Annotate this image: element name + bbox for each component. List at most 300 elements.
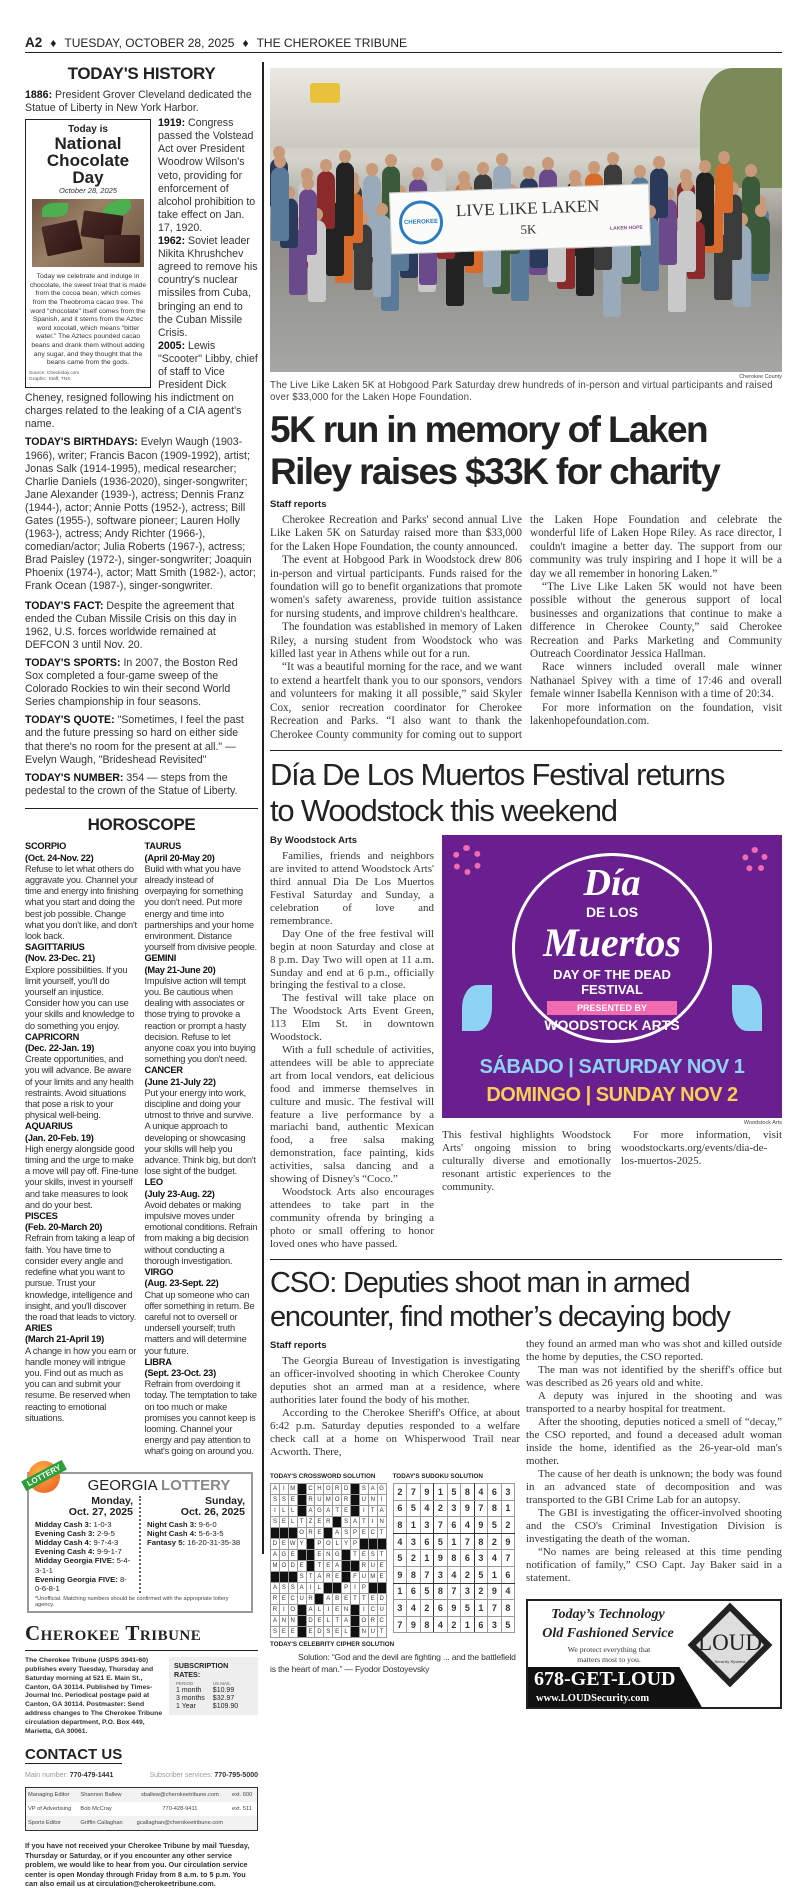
sign-dates: (Oct. 24-Nov. 22) (25, 852, 94, 863)
sign-reading: Refrain from overdoing it today. The temptation to take on too much or make promises you cannot keep is looming. Channel your energy and pay attention to what's going on around you. (144, 1379, 257, 1457)
sign-name: LEO (144, 1177, 163, 1188)
sudoku-row (393, 1583, 515, 1600)
runner (678, 190, 696, 272)
crossword-cell: L (279, 1506, 288, 1517)
sudoku-row (393, 1500, 515, 1517)
paragraph: A deputy was injured in the shooting and was transported to a nearby hospital for treatment. (526, 1390, 782, 1415)
crossword-cell: I (359, 1605, 368, 1616)
horoscope-sagittarius (25, 942, 139, 1032)
crossword-cell: A (306, 1506, 315, 1517)
crossword-cell: T (333, 1616, 342, 1627)
black-square (279, 1528, 288, 1539)
crossword-cell: D (342, 1484, 351, 1495)
black-square (297, 1616, 306, 1627)
sudoku-cell: 4 (461, 1517, 475, 1534)
crossword-cell: N (368, 1495, 377, 1506)
crossword-cell: E (288, 1627, 297, 1638)
crossword-cell: I (279, 1605, 288, 1616)
crossword-row (271, 1506, 387, 1517)
sudoku-cell: 1 (474, 1600, 488, 1617)
black-square (297, 1495, 306, 1506)
horoscope-taurus (145, 841, 259, 953)
crossword-cell: R (306, 1495, 315, 1506)
crossword-cell: E (315, 1616, 324, 1627)
crossword-cell: C (306, 1484, 315, 1495)
sudoku-cell: 8 (461, 1484, 475, 1501)
sign-dates: (June 21-July 22) (144, 1076, 216, 1087)
runner (299, 189, 317, 255)
black-square (324, 1583, 333, 1594)
crossword-cell: S (297, 1572, 306, 1583)
sudoku-cell: 1 (420, 1550, 434, 1567)
sudoku-cell: 7 (434, 1517, 448, 1534)
horoscope-virgo (145, 1267, 259, 1357)
paragraph: Race winners included overall male winner Nathanael Spivey with a time of 17:46 and overall female winner Isabella Kennison with a time of 20:34. (530, 661, 782, 701)
black-square (306, 1539, 315, 1550)
crossword-cell: A (271, 1484, 280, 1495)
paragraph: After the shooting, deputies noticed a smell of “decay,” the CSO reported, and found a deceased adult woman inside the home, identified as the 26-year-old man's mother. (526, 1416, 782, 1467)
black-square (297, 1627, 306, 1638)
crossword-row (271, 1484, 387, 1495)
black-square (351, 1495, 360, 1506)
crossword-cell: Y (297, 1539, 306, 1550)
sudoku-cell: 5 (420, 1583, 434, 1600)
sudoku-cell: 6 (474, 1616, 488, 1633)
sudoku-cell: 8 (488, 1500, 502, 1517)
runner (373, 215, 391, 297)
sudoku-cell: 9 (474, 1517, 488, 1534)
sign-name: LIBRA (144, 1356, 172, 1367)
horoscope-gemini (145, 953, 259, 1065)
sudoku-cell: 1 (393, 1583, 407, 1600)
runner (715, 163, 733, 213)
horoscope-aquarius (25, 1121, 139, 1211)
paragraph: Day One of the free festival will begin at noon Saturday and close at 8 p.m. Day Two will open at 11 a.m. Sunday and end at 6 p.m., officially bringing the festival to a close. (270, 927, 434, 992)
crossword-cell: E (288, 1495, 297, 1506)
black-square (351, 1605, 360, 1616)
paragraph: The cause of her death is unknown; the body was found in an advanced state of decomposition and was transported to the GBI Crime Lab for an autopsy. (526, 1468, 782, 1506)
crossword-cell: A (333, 1528, 342, 1539)
main-phone[interactable]: 770-479-1441 (69, 1772, 114, 1780)
crossword-cell: E (315, 1550, 324, 1561)
sign-reading: Explore possibilities. If you limit yourself, you'll do yourself an injustice. Consider how you can use your skills and knowledge to do something you enjoy. (25, 964, 135, 1031)
crossword-cell: D (271, 1539, 280, 1550)
crossword-row (271, 1550, 387, 1561)
rate-row (174, 1687, 244, 1695)
paragraph: The GBI is investigating the officer-involved shooting and the CSO's Criminal Investigation Division is investigating the death of the woman. (526, 1507, 782, 1545)
crossword-cell: U (377, 1605, 386, 1616)
crossword-cell: A (342, 1616, 351, 1627)
staff-row (26, 1802, 258, 1816)
contact-numbers: Main number: 770-479-1441 Subscriber services: 770-795-5000 (25, 1772, 258, 1780)
crossword-cell: A (324, 1506, 333, 1517)
crossword-cell: U (368, 1561, 377, 1572)
black-square (333, 1517, 342, 1528)
crossword-cell: U (315, 1495, 324, 1506)
paragraph: “No names are being released at this time pending notification of family,” CSO Capt. Jay Baker said in a statement. (526, 1546, 782, 1584)
sign-name: CAPRICORN (25, 1031, 80, 1042)
crossword-cell: M (368, 1572, 377, 1583)
crossword-cell: E (279, 1627, 288, 1638)
crossword-cell: T (377, 1627, 386, 1638)
crossword-cell: L (288, 1517, 297, 1528)
crossword-cell: M (271, 1561, 280, 1572)
crossword-cell: S (271, 1627, 280, 1638)
crossword-cell: P (351, 1528, 360, 1539)
todays-quote: TODAY'S QUOTE: "Sometimes, I feel the past and the future pressing so hard on either side that there's no room for the present at all." — Evelyn Waugh, "Brideshead Revisited" (25, 714, 244, 766)
crossword-cell: R (368, 1616, 377, 1627)
crossword-row (271, 1605, 387, 1616)
cipher-solution: Solution: “God and the devil are fighting ... and the battlefield is the heart of man.” — Fyodor Dostoyevsky (270, 1652, 516, 1674)
lottery-result (35, 1547, 133, 1556)
black-square (342, 1572, 351, 1583)
crossword-cell: C (288, 1594, 297, 1605)
page-number: A2 (25, 35, 43, 50)
sudoku-cell: 3 (488, 1616, 502, 1633)
paper-name: THE CHEROKEE TRIBUNE (256, 35, 408, 50)
crossword-cell: F (351, 1572, 360, 1583)
crossword-cell: A (351, 1517, 360, 1528)
winning-numbers: 5-4-3-1-1 (35, 1556, 131, 1575)
paragraph: Woodstock Arts also encourages attendees to take part in the community ofrenda by bringing a photo or small offering to honor loved ones who have passed. (270, 1185, 434, 1250)
crossword-cell: C (368, 1528, 377, 1539)
sudoku-cell: 7 (420, 1566, 434, 1583)
rate-row (174, 1695, 244, 1703)
crossword-cell: A (271, 1550, 280, 1561)
sign-reading: Chat up someone who can offer something in return. Be careful not to oversell or undersell yourself; truth matters and will determine your future. (144, 1289, 255, 1356)
game-name: Midday Cash 3: (35, 1519, 92, 1529)
dia-headline: Día De Los Muertos Festival returns to Woodstock this weekend (270, 757, 725, 829)
crossword-cell: P (342, 1583, 351, 1594)
sudoku-cell: 5 (461, 1600, 475, 1617)
laken-headline: 5K run in memory of Laken Riley raises $33K for charity (270, 409, 720, 492)
crossword-cell: O (324, 1539, 333, 1550)
crossword-cell: C (377, 1616, 386, 1627)
horoscope-scorpio (25, 841, 139, 942)
sign-dates: (March 21-April 19) (25, 1334, 104, 1345)
sudoku-cell: 6 (461, 1550, 475, 1567)
rate-row (174, 1703, 244, 1711)
divider (25, 808, 258, 810)
cipher-title: TODAY'S CELEBRITY CIPHER SOLUTION (270, 1641, 395, 1648)
winning-numbers: 2-9-5 (94, 1528, 115, 1538)
crossword-cell: R (359, 1561, 368, 1572)
poster-credit: Woodstock Arts (743, 1120, 782, 1127)
sudoku-row (393, 1600, 515, 1617)
staff-cell: Managing Editor (28, 1792, 70, 1799)
staff-cell[interactable]: sballew@cherokeetribune.com (140, 1792, 219, 1799)
sudoku-cell: 8 (474, 1533, 488, 1550)
sudoku-cell: 3 (420, 1517, 434, 1534)
staff-cell: ext. 511 (232, 1806, 252, 1813)
crossword-cell: T (359, 1517, 368, 1528)
lottery-result (35, 1529, 133, 1538)
staff-contacts-table (25, 1787, 258, 1831)
crossword-cell: T (359, 1594, 368, 1605)
crossword-cell: T (368, 1506, 377, 1517)
game-name: Night Cash 3: (147, 1519, 197, 1529)
sudoku-cell: 7 (447, 1583, 461, 1600)
sudoku-cell: 2 (461, 1566, 475, 1583)
crossword-cell: N (359, 1627, 368, 1638)
subscriber-phone[interactable]: 770-795-5000 (214, 1772, 258, 1780)
crossword-cell: W (288, 1539, 297, 1550)
black-square (271, 1528, 280, 1539)
sudoku-cell: 8 (447, 1550, 461, 1567)
crossword-cell: T (333, 1506, 342, 1517)
sudoku-cell: 3 (407, 1533, 421, 1550)
lottery-box (25, 1462, 253, 1614)
sudoku-row (393, 1517, 515, 1534)
sudoku-cell: 8 (407, 1566, 421, 1583)
crossword-row (271, 1495, 387, 1506)
crossword-cell: S (288, 1583, 297, 1594)
sudoku-row (393, 1550, 515, 1567)
sudoku-cell: 6 (420, 1533, 434, 1550)
subscription-rates: SUBSCRIPTION RATES: PERIOD US MAIL 1 month $10.99 3 months $32.97 1 Year $109.90 (169, 1657, 258, 1715)
staff-cell: VP of Advertising (28, 1806, 72, 1813)
sign-dates: (May 21-June 20) (144, 964, 216, 975)
sudoku-cell: 4 (488, 1550, 502, 1567)
black-square (368, 1539, 377, 1550)
crossword-cell: S (359, 1484, 368, 1495)
black-square (377, 1539, 386, 1550)
sudoku-cell: 5 (447, 1484, 461, 1501)
sudoku-cell: 8 (501, 1600, 515, 1617)
crossword-cell: G (333, 1550, 342, 1561)
sign-reading: Refuse to let what others do aggravate you. Channel your time and energy into finishing what you start and doing the best job possible. Change what you don't like, and don't look back. (25, 863, 139, 941)
horoscope-leo (145, 1177, 259, 1267)
paragraph: According to the Cherokee Sheriff's Office, at about 6:42 p.m. Saturday deputies responded to a welfare check call at a home on Whisperwood Trail near Acworth. There, (270, 1407, 520, 1458)
sign-name: PISCES (25, 1211, 58, 1222)
lottery-logo: LOTTERY (21, 1458, 65, 1498)
crossword-cell: O (359, 1616, 368, 1627)
circulation-notice: If you have not received your Cherokee Tribune by mail Tuesday, Thursday or Saturday, or if you encounter any other service problem, we would like to hear from you. Our circulation service center is open Monday through Friday from 8 a.m. to 5 p.m. You can also email us at circulation@cherokeetribune.com. (25, 1841, 250, 1889)
sudoku-cell: 3 (474, 1550, 488, 1567)
sign-name: TAURUS (144, 841, 182, 852)
sudoku-cell: 4 (447, 1566, 461, 1583)
game-name: Evening Cash 4: (35, 1547, 95, 1557)
dia-de-los-muertos-poster: Día DE LOS Muertos DAY OF THE DEAD FESTIVAL PRESENTED BY WOODSTOCK ARTS SÁBADO | SATURDAY NOV 1 DOMINGO | SUNDAY NOV 2 (442, 835, 782, 1118)
sudoku-cell: 6 (447, 1517, 461, 1534)
sudoku-cell: 9 (420, 1484, 434, 1501)
crossword-cell: R (271, 1594, 280, 1605)
sudoku-cell: 7 (461, 1533, 475, 1550)
game-name: Evening Georgia FIVE: (35, 1574, 118, 1584)
source-credit: Source: Checkiday.com (29, 370, 80, 376)
crossword-cell: E (377, 1561, 386, 1572)
sign-dates: (April 20-May 20) (144, 852, 215, 863)
crossword-cell: S (271, 1495, 280, 1506)
crossword-cell: T (306, 1572, 315, 1583)
todays-fact: TODAY'S FACT: Despite the agreement that ended the Cuban Missile Crisis on this day in 1962, U.S. forces worldwide remained at DEFCON 3 until Nov. 20. (25, 599, 237, 651)
sign-dates: (Aug. 23-Sept. 22) (144, 1278, 219, 1289)
todays-sports: TODAY'S SPORTS: In 2007, the Boston Red Sox completed a four-game sweep of the Colorado Rockies to win their second World Series championship in four seasons. (25, 656, 238, 709)
sudoku-cell: 5 (474, 1566, 488, 1583)
sudoku-cell: 2 (447, 1616, 461, 1633)
sign-dates: (Sept. 23-Oct. 23) (144, 1367, 216, 1378)
lottery-result (147, 1529, 245, 1538)
sign-name: GEMINI (144, 953, 177, 964)
ad-phone[interactable]: 678-GET-LOUD (534, 1668, 676, 1690)
staff-cell: Bob McCray (80, 1806, 112, 1813)
crossword-cell: I (359, 1506, 368, 1517)
rate-cell: 1 Year (176, 1703, 196, 1711)
sudoku-cell: 4 (434, 1616, 448, 1633)
crossword-cell: R (271, 1605, 280, 1616)
crossword-cell: A (271, 1583, 280, 1594)
crossword-cell: I (271, 1506, 280, 1517)
puzzle-solutions (270, 1473, 520, 1638)
sudoku-cell: 6 (407, 1583, 421, 1600)
lottery-title: GEORGIA LOTTERY (87, 1476, 231, 1494)
paragraph: “It was a beautiful morning for the race, and we want to extend a heartfelt thank you to our sponsors, vendors and volunteers for making it all possible,” said Skyler Cox, senior recreation coordinator for Cherokee Recreation and Parks. “I also want to thank the Cherokee County community for coming out to support the Laken Hope Foundation and celebrate the wonderful life of Laken Hope Riley. As race director, I couldn't imagine a better day. The support from our community was truly inspiring and I hope it will be a day we all remember in honoring Laken.” (270, 514, 782, 741)
race-banner: CHEROKEE LIVE LIKE LAKEN 5K LAKEN HOPE (389, 183, 651, 254)
sudoku-cell: 9 (501, 1533, 515, 1550)
crossword-title: TODAY'S CROSSWORD SOLUTION (270, 1473, 376, 1480)
crossword-row (271, 1539, 387, 1550)
crossword-cell: I (377, 1495, 386, 1506)
sudoku-row (393, 1484, 515, 1501)
laken-article-body (270, 514, 782, 742)
crossword-cell: L (324, 1616, 333, 1627)
black-square (297, 1550, 306, 1561)
black-square (279, 1572, 288, 1583)
ad-url[interactable]: www.LOUDSecurity.com (536, 1693, 650, 1704)
publication-info: The Cherokee Tribune (USPS 3941-60) publishes every Tuesday, Thursday and Saturday morning at 521 E. Main St., Canton, GA 30114. Published by Times-Journal Inc. Periodical postage paid at Canton, GA 30114. Postmaster: Send address changes to The Cherokee Tribune circulation department, P.O. Box 449, Marietta, GA 30061. (25, 1657, 163, 1735)
black-square (359, 1539, 368, 1550)
sudoku-cell: 5 (407, 1500, 421, 1517)
horoscope-aries (25, 1323, 139, 1424)
black-square (315, 1594, 324, 1605)
sudoku-cell: 4 (393, 1533, 407, 1550)
crossword-cell: R (342, 1495, 351, 1506)
sudoku-cell: 4 (420, 1500, 434, 1517)
paragraph: The festival will take place on The Woodstock Arts Event Green, 113 Elm St. in downtown Woodstock. (270, 992, 434, 1044)
crossword-cell: R (306, 1528, 315, 1539)
sudoku-cell: 1 (447, 1533, 461, 1550)
crossword-cell: L (288, 1506, 297, 1517)
crossword-cell: D (306, 1616, 315, 1627)
sudoku-cell: 9 (393, 1566, 407, 1583)
crossword-cell: U (297, 1594, 306, 1605)
crossword-cell: E (315, 1528, 324, 1539)
crossword-cell: E (333, 1572, 342, 1583)
birthdays: TODAY'S BIRTHDAYS: Evelyn Waugh (1903-1966), writer; Francis Bacon (1909-1992), artist; Jonas Salk (1914-1995), medical researcher; Charlie Daniels (1936-2020), singer-songwriter; Jane Alexander (1939-), actress; Dennis Franz (1944-), actor; Annie Potts (1952-), actress; Bill Gates (1955-), software pioneer; Lauren Holly (1963-), actress; Andy Richter (1966-), comedian/actor; Julia Roberts (1967-), actress; Brad Paisley (1972-), singer-songwriter; Joaquin Phoenix (1974-), actor; Matt Smith (1982-), actor; Frank Ocean (1987-), singer-songwriter. (25, 436, 256, 593)
crossword-cell: O (279, 1561, 288, 1572)
sudoku-solution-grid (393, 1483, 516, 1633)
crossword-cell: B (333, 1594, 342, 1605)
sudoku-cell: 1 (461, 1616, 475, 1633)
sudoku-row (393, 1566, 515, 1583)
sign-name: AQUARIUS (25, 1121, 73, 1132)
sign-reading: Create opportunities, and you will advance. Be aware of your limits and any health restraints. Avoid situations that pose a risk to your physical well-being. (25, 1054, 134, 1121)
crossword-cell: S (342, 1517, 351, 1528)
crossword-cell: A (315, 1572, 324, 1583)
sudoku-cell: 1 (501, 1500, 515, 1517)
crossword-cell: U (359, 1495, 368, 1506)
crossword-cell: I (306, 1583, 315, 1594)
sudoku-cell: 2 (501, 1517, 515, 1534)
crossword-cell: P (359, 1583, 368, 1594)
lottery-disclaimer: *Unofficial. Matching numbers should be confirmed with the appropriate lottery agency. (35, 1596, 229, 1609)
staff-cell[interactable]: gcallaghan@cherokeetribune.com (136, 1820, 224, 1827)
sign-reading: A change in how you earn or handle money will intrigue you. Find out as much as you can and submit your resume. Be reserved when reacting to emotional situations. (25, 1345, 137, 1423)
horoscope-pisces (25, 1211, 139, 1323)
black-square (342, 1550, 351, 1561)
staff-row (26, 1788, 258, 1803)
winning-numbers: 9-7-4-3 (91, 1537, 119, 1547)
sign-name: SAGITTARIUS (25, 942, 85, 953)
crossword-cell: E (315, 1517, 324, 1528)
crossword-cell: N (342, 1605, 351, 1616)
horoscope-title: HOROSCOPE (87, 815, 196, 835)
crossword-cell: A (333, 1561, 342, 1572)
sudoku-cell: 1 (407, 1517, 421, 1534)
sudoku-cell: 3 (447, 1500, 461, 1517)
runner (336, 162, 354, 236)
dia-article-body (270, 850, 434, 1250)
crossword-row (271, 1583, 387, 1594)
crossword-cell: G (377, 1484, 386, 1495)
staff-cell[interactable]: 770-428-9411 (162, 1806, 198, 1813)
black-square (351, 1616, 360, 1627)
history-facts (25, 594, 258, 798)
crossword-cell: I (368, 1517, 377, 1528)
sudoku-cell: 2 (434, 1500, 448, 1517)
chocolate-photo (32, 199, 144, 267)
crossword-cell: L (342, 1627, 351, 1638)
crossword-cell: E (333, 1627, 342, 1638)
rate-cell: 3 months (176, 1695, 205, 1703)
crossword-cell: U (359, 1572, 368, 1583)
runner (752, 216, 770, 274)
crossword-cell: R (333, 1484, 342, 1495)
crossword-cell: A (271, 1616, 280, 1627)
black-square (297, 1484, 306, 1495)
photo-credit: Cherokee County (739, 374, 782, 380)
crossword-cell: E (359, 1528, 368, 1539)
dia-article-continued: This festival highlights Woodstock Arts' ongoing mission to bring culturally diverse and emotionally resonant artistic experiences to the community. For more information, visit woodstockarts.org/events/dia-de-los-muertos-2025. (442, 1129, 782, 1194)
sign-reading: High energy alongside good timing and the urge to make a move will pay off. Fine-tune your skills, invest in yourself and take measures to look and do your best. (25, 1143, 139, 1210)
sign-name: CANCER (144, 1065, 183, 1076)
national-day-description: Today we celebrate and indulge in chocolate, the sweet treat that is made from the cocoa bean, which comes from the Theobroma cacao tree. The word "chocolate" itself comes from the Spanish, and it stems from the Aztec word xocolatl, which means "bitter water." The Aztecs pounded cacao beans and drank them without adding any sugar, and they thought that the beans came from the gods. (29, 273, 147, 367)
crossword-cell: N (324, 1550, 333, 1561)
horoscope-capricorn (25, 1032, 139, 1122)
paragraph: The foundation was established in memory of Laken Riley, a nursing student from Woodstock who was killed last year in Athens while out for a run. (270, 621, 522, 661)
separator: ♦ (242, 35, 249, 50)
sudoku-cell: 5 (434, 1533, 448, 1550)
crossword-cell: T (351, 1550, 360, 1561)
paragraph: Families, friends and neighbors are invited to attend Woodstock Arts' third annual Dia De Los Muertos Festival Saturday and Sunday, a celebration of love and remembrance. (270, 850, 434, 927)
left-column (25, 62, 258, 1889)
sudoku-cell: 6 (434, 1600, 448, 1617)
national-day-box (25, 119, 151, 388)
sudoku-cell: 7 (407, 1484, 421, 1501)
loud-security-ad[interactable]: Today’s Technology Old Fashioned Service We protect everything that matters most to you. LOUD Security Systems 678-GET-LOUD www.LOUDSecurity.com (526, 1599, 782, 1709)
sudoku-cell: 5 (393, 1550, 407, 1567)
black-square (297, 1506, 306, 1517)
divider (270, 750, 782, 752)
history-entries-right: 1919: Congress passed the Volstead Act over President Woodrow Wilson's veto, providing for enforcement of alcohol prohibition to take effect on Jan. 17, 1920. 1962: Soviet leader Nikita Khrushchev agreed to remove his country's nuclear missiles from Cuba, bringing an end to the Cuban Missile Crisis. 2005: Lewis "Scooter" Libby, chief of staff to Vice President Dick Cheney, resigned following his indictment on charges related to the leaking of a CIA agent's name. TODAY'S BIRTHDAYS: Evelyn Waugh (1903-1966), writer; Francis Bacon (1909-1992), artist; Jonas Salk (1914-1995), medical researcher; Charlie Daniels (1936-2020), singer-songwriter; Jane Alexander (1939-), actress; Dennis Franz (1944-), actor; Annie Potts (1952-), actress; Bill Gates (1955-), software pioneer; Lauren Holly (1963-), actress; Andy Richter (1966-), comedian/actor; Julia Roberts (1967-), actress; Brad Paisley (1972-), singer-songwriter; Joaquin Phoenix (1974-), actor; Matt Smith (1982-), actor; Frank Ocean (1987-), singer-songwriter. (25, 117, 258, 593)
crossword-cell: I (324, 1605, 333, 1616)
black-square (351, 1484, 360, 1495)
crossword-cell: D (315, 1627, 324, 1638)
game-name: Midday Georgia FIVE: (35, 1556, 115, 1566)
horoscope-cancer (145, 1065, 259, 1177)
sudoku-cell: 8 (434, 1583, 448, 1600)
crossword-cell: R (306, 1594, 315, 1605)
